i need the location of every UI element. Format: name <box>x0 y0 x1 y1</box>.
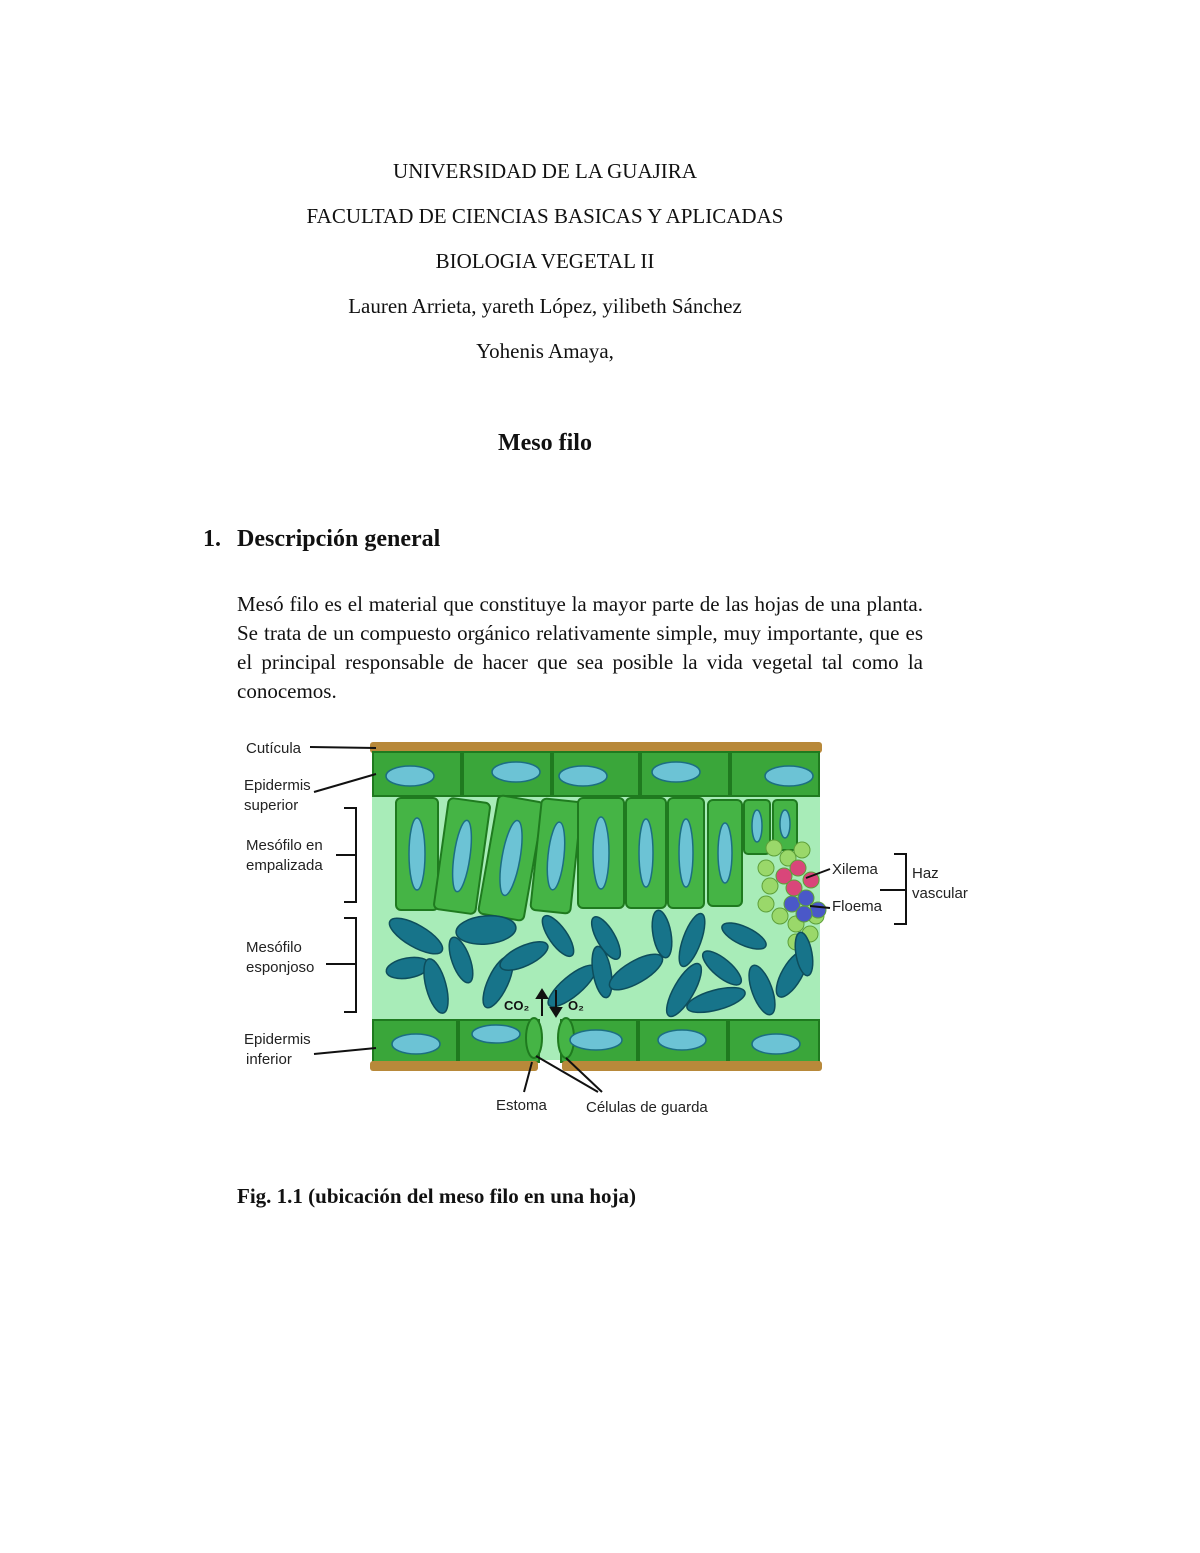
label-spongy-1: Mesófilo <box>246 939 302 956</box>
label-phloem: Floema <box>832 898 883 915</box>
label-stoma: Estoma <box>496 1097 547 1114</box>
label-cuticle: Cutícula <box>246 740 302 757</box>
leaf-cross-section-figure <box>236 728 986 1128</box>
o2-label: O₂ <box>568 998 584 1013</box>
co2-label: CO₂ <box>504 998 530 1013</box>
label-upper-epidermis-2: superior <box>244 797 299 814</box>
label-guard-cells: Células de guarda <box>586 1099 708 1116</box>
faculty-name: FACULTAD DE CIENCIAS BASICAS Y APLICADAS <box>306 204 784 228</box>
label-bundle-2: vascular <box>912 885 968 902</box>
label-lower-epidermis-1: Epidermis <box>244 1031 311 1048</box>
course-name: BIOLOGIA VEGETAL II <box>435 249 655 273</box>
label-lower-epidermis-2: inferior <box>246 1051 292 1068</box>
cuticle-bottom-left <box>370 1061 538 1071</box>
section-title: Descripción general <box>237 526 441 552</box>
label-upper-epidermis-1: Epidermis <box>244 777 311 794</box>
authors-line-1: Lauren Arrieta, yareth López, yilibeth Sánchez <box>348 294 742 318</box>
label-xylem: Xilema <box>832 861 878 878</box>
label-palisade-2: empalizada <box>246 857 323 874</box>
figure-caption: Fig. 1.1 (ubicación del meso filo en una hoja) <box>237 1184 637 1208</box>
university-name: UNIVERSIDAD DE LA GUAJIRA <box>393 159 697 183</box>
label-palisade-1: Mesófilo en <box>246 837 323 854</box>
label-spongy-2: esponjoso <box>246 959 315 976</box>
authors-line-2: Yohenis Amaya, <box>476 339 614 363</box>
label-bundle-1: Haz <box>912 865 939 882</box>
cuticle-bottom-right <box>562 1061 822 1071</box>
document-title: Meso filo <box>498 430 592 456</box>
section-number: 1. <box>203 526 221 552</box>
section-paragraph: Mesó filo es el material que constituye la mayor parte de las hojas de una planta. Se trata de un compuesto orgánico relativamente simple, muy importante, que es el principal responsable de hacer que sea posible la vida vegetal tal como la conocemos. <box>237 592 923 703</box>
leaf-diagram-svg <box>236 728 986 1128</box>
